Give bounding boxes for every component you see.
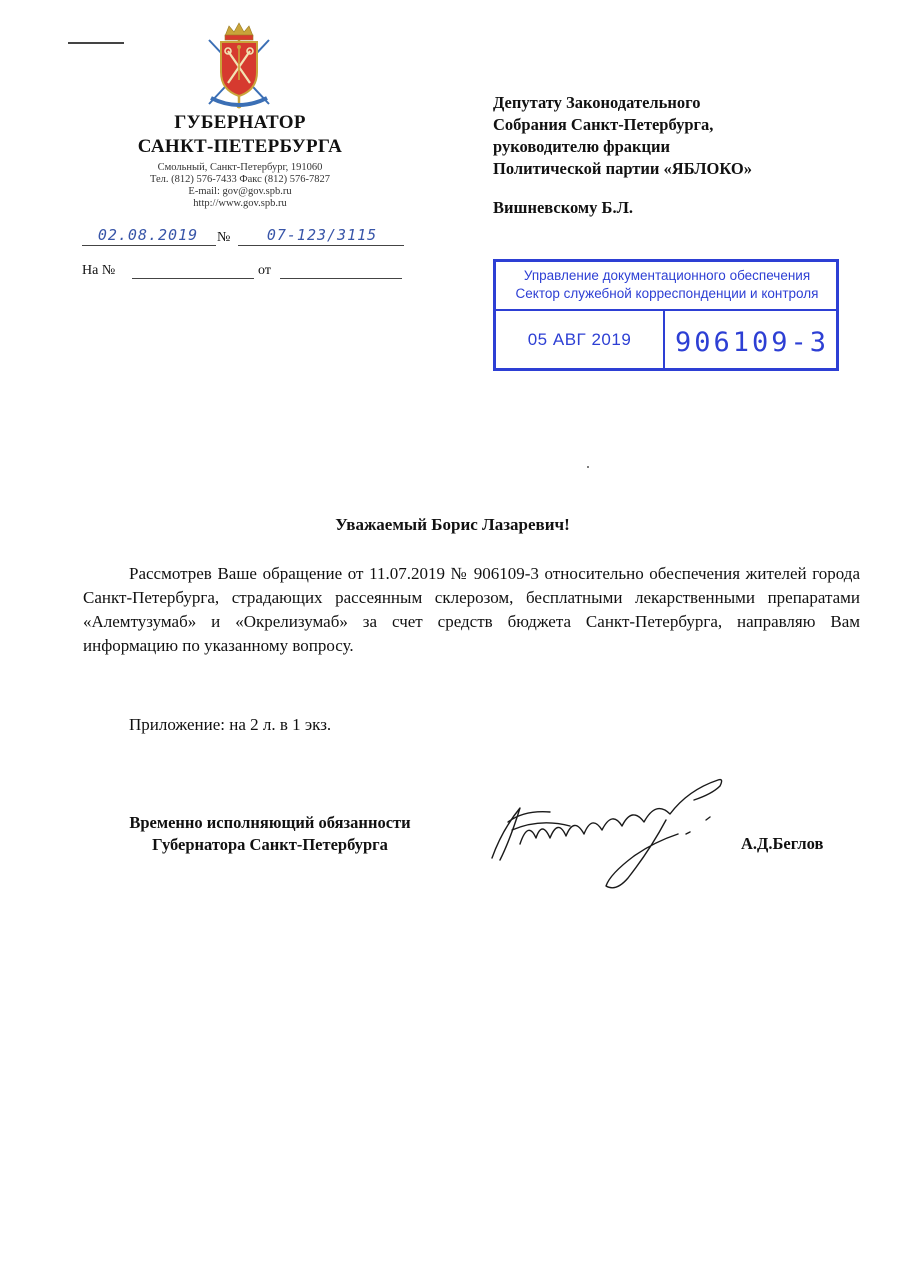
corner-mark	[68, 42, 124, 44]
reply-reference	[82, 263, 404, 283]
outgoing-date: 02.08.2019	[97, 226, 199, 244]
stamp-department-line: Управление документационного обеспечения	[523, 268, 811, 283]
outgoing-number: 07-123/3115	[266, 226, 378, 244]
handwritten-signature	[480, 770, 740, 900]
sender-website: http://www.gov.spb.ru	[193, 198, 287, 209]
salutation: Уважаемый Борис Лазаревич!	[335, 515, 570, 534]
signatory-position	[70, 812, 470, 856]
outgoing-date-rule	[82, 245, 216, 246]
sender-address: Смольный, Санкт-Петербург, 191060	[157, 162, 323, 173]
sender-subtitle: САНКТ-ПЕТЕРБУРГА	[137, 136, 343, 157]
sender-contacts	[90, 162, 390, 210]
recipient-name: Вишневскому Б.Л.	[493, 198, 634, 217]
recipient-line: Депутату Законодательного	[493, 93, 701, 112]
outgoing-reference	[82, 226, 404, 248]
registration-stamp	[493, 259, 839, 371]
sender-title: ГУБЕРНАТОР	[174, 112, 306, 133]
reply-date-rule	[280, 278, 402, 279]
stamp-department-line: Сектор служебной корреспонденции и контроля	[515, 286, 819, 301]
reply-date-label: от	[258, 263, 271, 278]
outgoing-number-label: №	[217, 230, 231, 245]
stamp-divider	[496, 309, 836, 311]
sender-letterhead	[90, 111, 390, 210]
attachment-note: Приложение: на 2 л. в 1 экз.	[129, 715, 332, 734]
stamp-date: 05 АВГ 2019	[527, 330, 632, 349]
signatory-position-line: Временно исполняющий обязанности	[129, 813, 411, 832]
signatory-position-line: Губернатора Санкт-Петербурга	[152, 835, 388, 854]
reply-number-label: На №	[82, 263, 116, 278]
stamp-number: 906109-3	[674, 327, 830, 358]
coat-of-arms-icon	[201, 20, 277, 110]
recipient-block	[493, 92, 883, 219]
recipient-line: Собрания Санкт-Петербурга,	[493, 115, 714, 134]
sender-email: E-mail: gov@gov.spb.ru	[188, 186, 292, 197]
outgoing-number-rule	[238, 245, 404, 246]
stamp-department	[500, 267, 834, 303]
sender-phone-fax: Тел. (812) 576-7433 Факс (812) 576-7827	[149, 174, 331, 185]
letter-body: Рассмотрев Ваше обращение от 11.07.2019 № 906109-3 относительно обеспечения жителей города Санкт-Петербурга, страдающих рассеянным склерозом, бесплатными лекарственными препаратами «Алемтузумаб» и «Окрелизумаб» за счет средств бюджета Санкт-Петербурга, направляю Вам информацию по указанному вопросу.	[83, 564, 860, 655]
recipient-line: руководителю фракции	[493, 137, 671, 156]
stray-mark	[587, 466, 589, 468]
reply-number-rule	[132, 278, 254, 279]
stamp-divider	[663, 309, 665, 370]
signer-name: А.Д.Беглов	[741, 834, 824, 853]
recipient-line: Политической партии «ЯБЛОКО»	[493, 159, 752, 178]
